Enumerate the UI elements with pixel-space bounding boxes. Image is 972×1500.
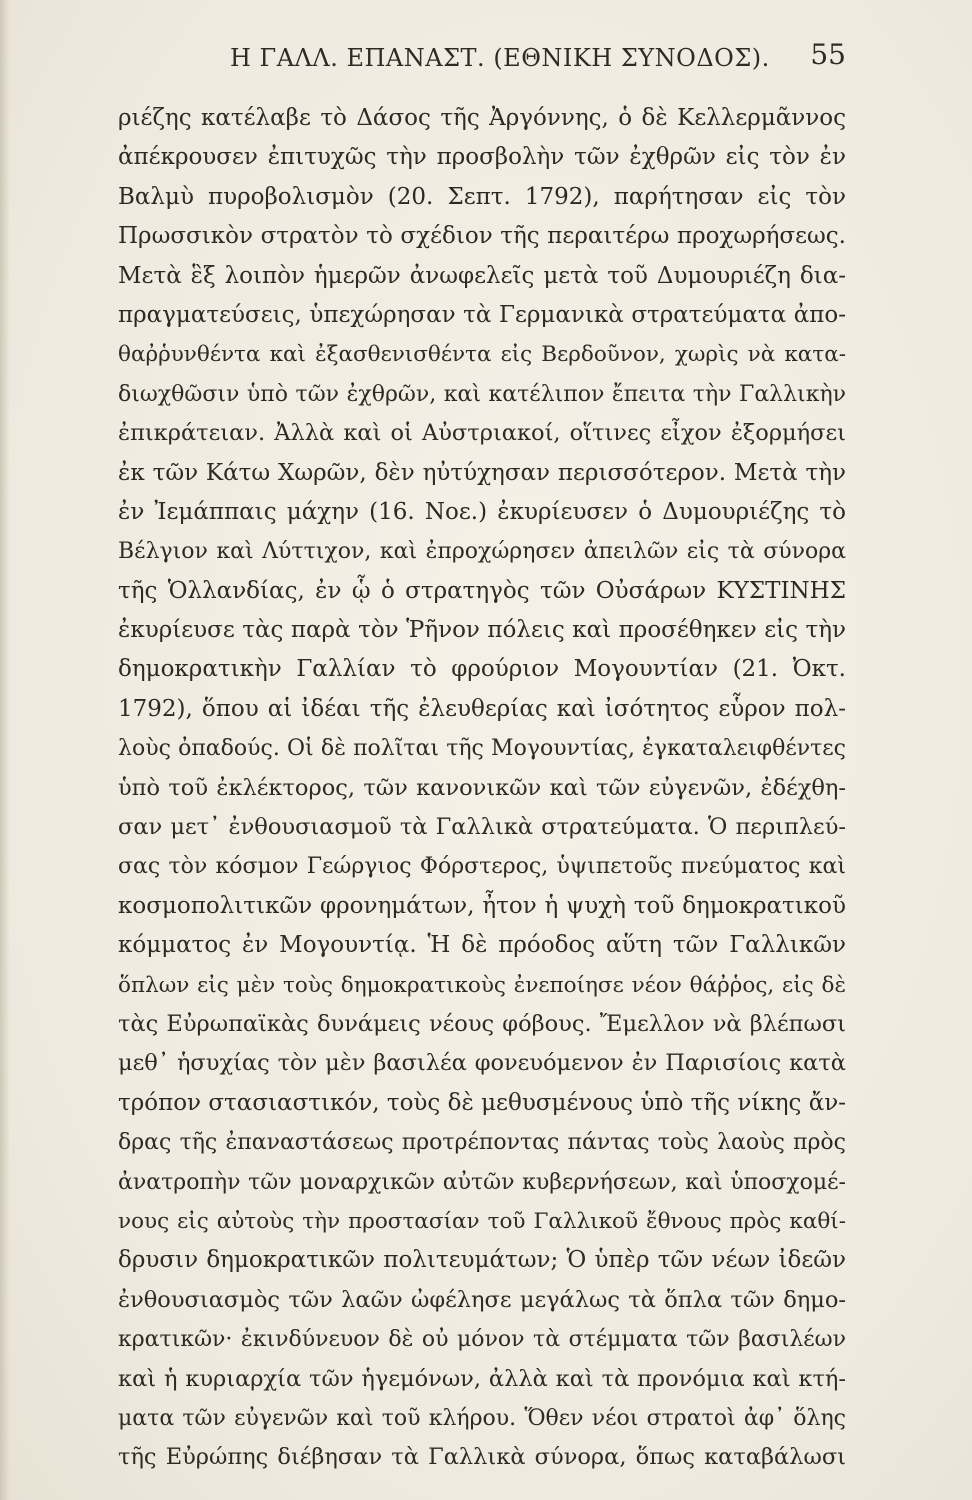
- text-line: τῆς Εὐρώπης διέβησαν τὰ Γαλλικὰ σύνορα, ὅπως καταβάλωσι: [118, 1444, 846, 1471]
- text-line: μεθ᾽ ἡσυχίας τὸν μὲν βασιλέα φονευόμενον ἐν Παρισίοις κατὰ: [118, 1050, 846, 1077]
- text-line: σαν μετ᾽ ἐνθουσιασμοῦ τὰ Γαλλικὰ στρατεύματα. Ὁ περιπλεύ-: [118, 814, 846, 841]
- text-line: τῆς Ὁλλανδίας, ἐν ᾧ ὁ στρατηγὸς τῶν Οὐσάρων ΚΥΣΤΙΝΗΣ: [118, 577, 846, 604]
- text-line: ἐπικράτειαν. Ἀλλὰ καὶ οἱ Αὐστριακοί, οἵτινες εἶχον ἐξορμήσει: [118, 420, 846, 447]
- text-line: δημοκρατικὴν Γαλλίαν τὸ φρούριον Μογουντίαν (21. Ὀκτ.: [118, 656, 846, 683]
- text-line: διωχθῶσιν ὑπὸ τῶν ἐχθρῶν, καὶ κατέλιπον ἔπειτα τὴν Γαλλικὴν: [118, 381, 846, 407]
- text-line: πραγματεύσεις, ὑπεχώρησαν τὰ Γερμανικὰ στρατεύματα ἀπο-: [118, 301, 846, 328]
- text-line: Βέλγιον καὶ Λύττιχον, καὶ ἐπροχώρησεν ἀπειλῶν εἰς τὰ σύνορα: [118, 539, 846, 565]
- text-line: ὑπὸ τοῦ ἐκλέκτορος, τῶν κανονικῶν καὶ τῶν εὐγενῶν, ἐδέχθη-: [118, 774, 846, 801]
- text-line: ἐκυρίευσε τὰς παρὰ τὸν Ῥῆνον πόλεις καὶ προσέθηκεν εἰς τὴν: [118, 617, 846, 644]
- text-line: λοὺς ὀπαδούς. Οἱ δὲ πολῖται τῆς Μογουντίας, ἐγκαταλειφθέντες: [118, 736, 846, 762]
- text-line: ὅπλων εἰς μὲν τοὺς δημοκρατικοὺς ἐνεποίησε νέον θάῤῥος, εἰς δὲ: [118, 972, 846, 998]
- page-number: 55: [810, 38, 846, 71]
- text-line: ἐνθουσιασμὸς τῶν λαῶν ὠφέλησε μεγάλως τὰ ὅπλα τῶν δημο-: [118, 1286, 846, 1313]
- running-head: Η ΓΑΛΛ. ΕΠΑΝΑΣΤ. (ΕΘΝΙΚΗ ΣΥΝΟΔΟΣ).: [230, 44, 770, 72]
- text-line: Πρωσσικὸν στρατὸν τὸ σχέδιον τῆς περαιτέρω προχωρήσεως.: [118, 223, 846, 250]
- text-line: σας τὸν κόσμον Γεώργιος Φόρστερος, ὑψιπετοῦς πνεύματος καὶ: [118, 854, 846, 880]
- text-line: κοσμοπολιτικῶν φρονημάτων, ἦτον ἡ ψυχὴ τοῦ δημοκρατικοῦ: [118, 892, 846, 919]
- text-line: Βαλμὺ πυροβολισμὸν (20. Σεπτ. 1792), παρήτησαν εἰς τὸν: [118, 183, 846, 210]
- text-line: ἐν Ἰεμάππαις μάχην (16. Νοε.) ἐκυρίευσεν ὁ Δυμουριέζης τὸ: [118, 498, 846, 525]
- text-line: ματα τῶν εὐγενῶν καὶ τοῦ κλήρου. Ὅθεν νέοι στρατοὶ ἀφ᾽ ὅλης: [118, 1405, 846, 1431]
- text-line: καὶ ἡ κυριαρχία τῶν ἡγεμόνων, ἀλλὰ καὶ τὰ προνόμια καὶ κτή-: [118, 1365, 846, 1392]
- text-line: δρυσιν δημοκρατικῶν πολιτευμάτων; Ὁ ὑπὲρ τῶν νέων ἰδεῶν: [118, 1247, 846, 1274]
- text-line: ριέζης κατέλαβε τὸ Δάσος τῆς Ἀργόννης, ὁ δὲ Κελλερμᾶννος: [118, 105, 846, 131]
- text-line: δρας τῆς ἐπαναστάσεως προτρέποντας πάντας τοὺς λαοὺς πρὸς: [118, 1130, 846, 1156]
- text-line: κρατικῶν· ἐκινδύνευον δὲ οὐ μόνον τὰ στέμματα τῶν βασιλέων: [118, 1327, 846, 1353]
- text-line: τρόπον στασιαστικόν, τοὺς δὲ μεθυσμένους ὑπὸ τῆς νίκης ἄν-: [118, 1089, 846, 1116]
- body-text: [118, 99, 846, 1478]
- text-line: ἀπέκρουσεν ἐπιτυχῶς τὴν προσβολὴν τῶν ἐχθρῶν εἰς τὸν ἐν: [118, 144, 846, 171]
- text-line: τὰς Εὐρωπαϊκὰς δυνάμεις νέους φόβους. Ἔμελλον νὰ βλέπωσι: [118, 1010, 846, 1037]
- page-edge-shadow: [0, 0, 10, 1500]
- page-header: [118, 34, 846, 84]
- text-line: νους εἰς αὐτοὺς τὴν προστασίαν τοῦ Γαλλικοῦ ἔθνους πρὸς καθί-: [118, 1208, 846, 1234]
- text-line: κόμματος ἐν Μογουντίᾳ. Ἡ δὲ πρόοδος αὕτη τῶν Γαλλικῶν: [118, 932, 846, 959]
- text-line: ἀνατροπὴν τῶν μοναρχικῶν αὐτῶν κυβερνήσεων, καὶ ὑποσχομέ-: [118, 1169, 846, 1195]
- text-line: ἐκ τῶν Κάτω Χωρῶν, δὲν ηὐτύχησαν περισσότερον. Μετὰ τὴν: [118, 459, 846, 486]
- text-line: Μετὰ ἓξ λοιπὸν ἡμερῶν ἀνωφελεῖς μετὰ τοῦ Δυμουριέζη δια-: [118, 262, 846, 289]
- text-line: 1792), ὅπου αἱ ἰδέαι τῆς ἐλευθερίας καὶ ἰσότητος εὗρον πολ-: [118, 695, 846, 722]
- text-line: θαῤῥυνθέντα καὶ ἐξασθενισθέντα εἰς Βερδοῦνον, χωρὶς νὰ κατα-: [118, 342, 846, 368]
